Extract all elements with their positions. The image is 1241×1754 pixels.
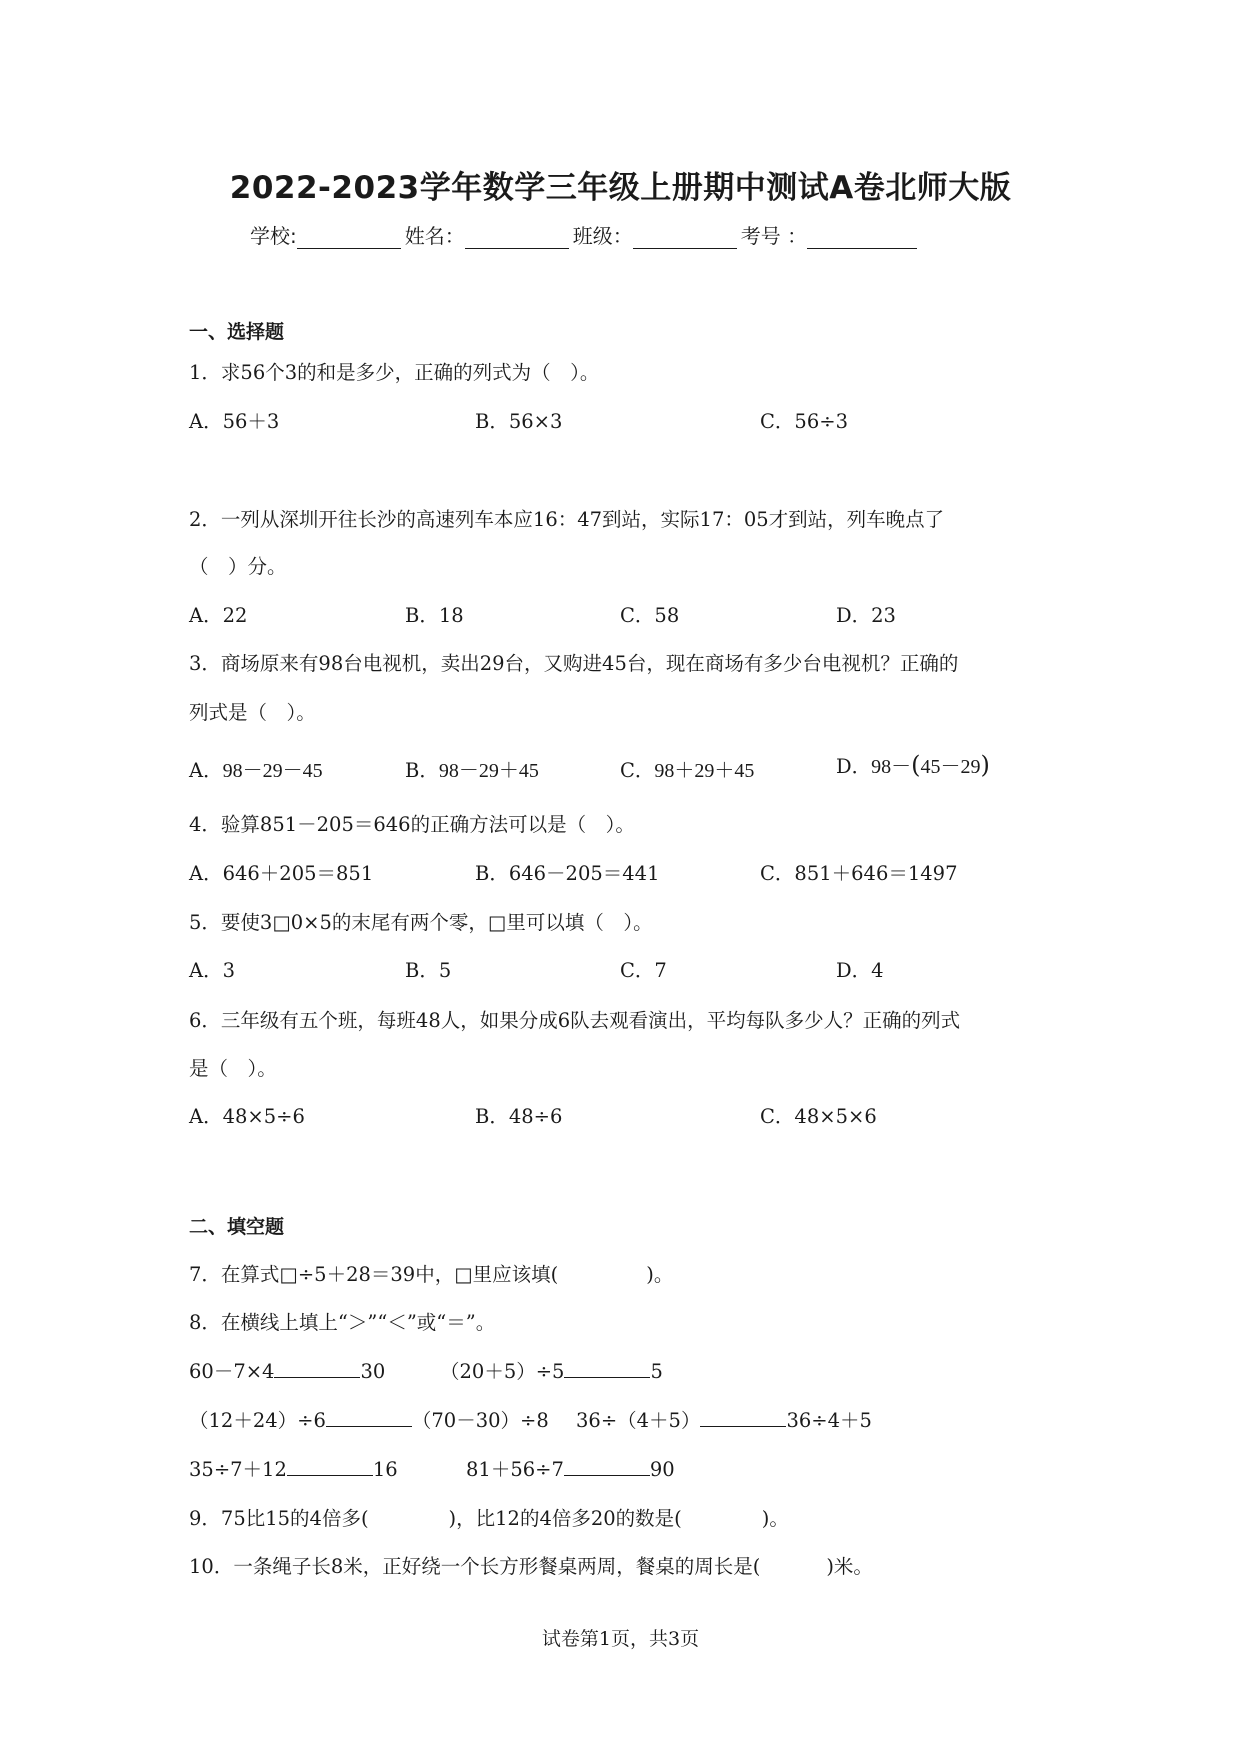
- q5-option-c: C．7: [620, 959, 667, 982]
- exam-no-label: 考号 ：: [740, 224, 808, 248]
- q3-option-b: [405, 754, 539, 783]
- q8-item-2-right: 5: [650, 1360, 663, 1383]
- q8-item-6-right: 90: [649, 1458, 675, 1481]
- q8-item-5-right: 16: [372, 1458, 398, 1481]
- question-9: [189, 1503, 789, 1531]
- q9-text-post: )。: [761, 1507, 789, 1530]
- question-4: 4．验算851－205＝646的正确方法可以是（ ）。: [189, 813, 635, 836]
- q3-option-a-expr: 98－29－45: [222, 760, 323, 782]
- question-6-line2: 是（ ）。: [189, 1057, 277, 1080]
- q3-option-c-label: C．: [620, 759, 655, 782]
- page-footer: 试卷第1页，共3页: [541, 1628, 700, 1650]
- q3-option-b-expr: 98－29＋45: [438, 760, 539, 782]
- exam-no-blank: [807, 228, 917, 249]
- q8-item-5-blank: [287, 1457, 373, 1476]
- q6-option-c: C．48×5×6: [760, 1105, 877, 1128]
- q3-option-d-label: D．: [836, 755, 872, 778]
- q2-option-b: B．18: [405, 604, 464, 627]
- q10-text-pre: 10．一条绳子长8米，正好绕一个长方形餐桌两周，餐桌的周长是(: [189, 1555, 761, 1578]
- q8-item-1-left: 60－7×4: [189, 1360, 275, 1383]
- section-heading-choice: 一、选择题: [189, 321, 285, 343]
- q7-text-pre: 7．在算式□÷5＋28＝39中，□里应该填(: [189, 1263, 559, 1286]
- question-2-line1: 2．一列从深圳开往长沙的高速列车本应16：47到站，实际17：05才到站，列车晚点了: [189, 508, 945, 531]
- class-label: 班级：: [572, 224, 633, 248]
- page-title: 2022-2023学年数学三年级上册期中测试A卷北师大版: [229, 170, 1012, 206]
- q8-item-1-right: 30: [360, 1360, 386, 1383]
- q3-option-a-label: A．: [189, 759, 223, 782]
- question-10: [189, 1551, 873, 1579]
- q10-text-post: )米。: [826, 1555, 873, 1578]
- q3-option-d-rparen: ): [980, 751, 990, 779]
- q8-item-3-blank: [326, 1408, 412, 1427]
- name-label: 姓名：: [404, 224, 465, 248]
- q8-item-4-blank: [700, 1408, 786, 1427]
- school-label: 学校:: [250, 224, 297, 248]
- q8-item-5-left: 35÷7＋12: [189, 1458, 287, 1481]
- question-2-line2: （ ）分。: [189, 555, 287, 578]
- q3-option-a: [189, 754, 323, 783]
- q3-option-b-label: B．: [405, 759, 439, 782]
- name-blank: [465, 228, 569, 249]
- q1-option-b: B．56×3: [475, 410, 563, 433]
- question-8: 8．在横线上填上“＞”“＜”或“＝”。: [189, 1311, 496, 1334]
- q3-option-d: [836, 750, 990, 779]
- q2-option-d: D．23: [836, 604, 896, 627]
- question-3-line1: 3．商场原来有98台电视机，卖出29台，又购进45台，现在商场有多少台电视机？正确的: [189, 652, 959, 675]
- q6-option-b: B．48÷6: [475, 1105, 563, 1128]
- q5-option-a: A．3: [189, 959, 235, 982]
- q8-item-3-right: （70－30）÷8: [411, 1409, 549, 1432]
- q9-text-pre: 9．75比15的4倍多(: [189, 1507, 369, 1530]
- q3-option-d-lparen: (: [911, 751, 921, 779]
- q8-item-5: [189, 1454, 398, 1482]
- q4-option-a: A．646＋205＝851: [189, 862, 374, 885]
- q2-option-c: C．58: [620, 604, 680, 627]
- q6-option-a: A．48×5÷6: [189, 1105, 305, 1128]
- question-7: [189, 1259, 673, 1287]
- q8-item-3-left: （12＋24）÷6: [189, 1409, 326, 1432]
- student-info-row: [250, 220, 921, 249]
- q8-item-6-left: 81＋56÷7: [466, 1458, 564, 1481]
- q3-option-c: [620, 754, 754, 783]
- q9-text-mid: )，比12的4倍多20的数是(: [448, 1507, 682, 1530]
- question-1: 1．求56个3的和是多少，正确的列式为（ ）。: [189, 361, 600, 384]
- q3-option-c-expr: 98＋29＋45: [654, 760, 755, 782]
- question-6-line1: 6．三年级有五个班，每班48人，如果分成6队去观看演出，平均每队多少人？正确的列式: [189, 1009, 961, 1032]
- q4-option-c: C．851＋646＝1497: [760, 862, 958, 885]
- q2-option-a: A．22: [189, 604, 248, 627]
- q8-item-2: [440, 1356, 663, 1384]
- q7-text-post: )。: [646, 1263, 674, 1286]
- q4-option-b: B．646－205＝441: [475, 862, 660, 885]
- q3-option-d-expr-pre: 98－: [871, 756, 912, 778]
- section-heading-fill: 二、填空题: [189, 1216, 285, 1238]
- question-5: 5．要使3□0×5的末尾有两个零，□里可以填（ ）。: [189, 911, 653, 934]
- q1-option-c: C．56÷3: [760, 410, 848, 433]
- q8-item-4-right: 36÷4＋5: [786, 1409, 872, 1432]
- question-3-line2: 列式是（ ）。: [189, 701, 316, 724]
- q3-option-d-expr-in: 45－29: [920, 756, 981, 778]
- q8-item-1-blank: [274, 1359, 360, 1378]
- q8-item-6-blank: [564, 1457, 650, 1476]
- q5-option-b: B．5: [405, 959, 452, 982]
- q8-item-4-left: 36÷（4＋5）: [576, 1409, 701, 1432]
- q1-option-a: A．56＋3: [189, 410, 280, 433]
- q8-item-2-left: （20＋5）÷5: [440, 1360, 565, 1383]
- q8-item-2-blank: [564, 1359, 650, 1378]
- class-blank: [633, 228, 737, 249]
- q8-item-6: [466, 1454, 675, 1482]
- q5-option-d: D．4: [836, 959, 884, 982]
- school-blank: [297, 228, 401, 249]
- q8-item-4: [576, 1405, 872, 1433]
- q8-item-3: [189, 1405, 549, 1433]
- q8-item-1: [189, 1356, 385, 1384]
